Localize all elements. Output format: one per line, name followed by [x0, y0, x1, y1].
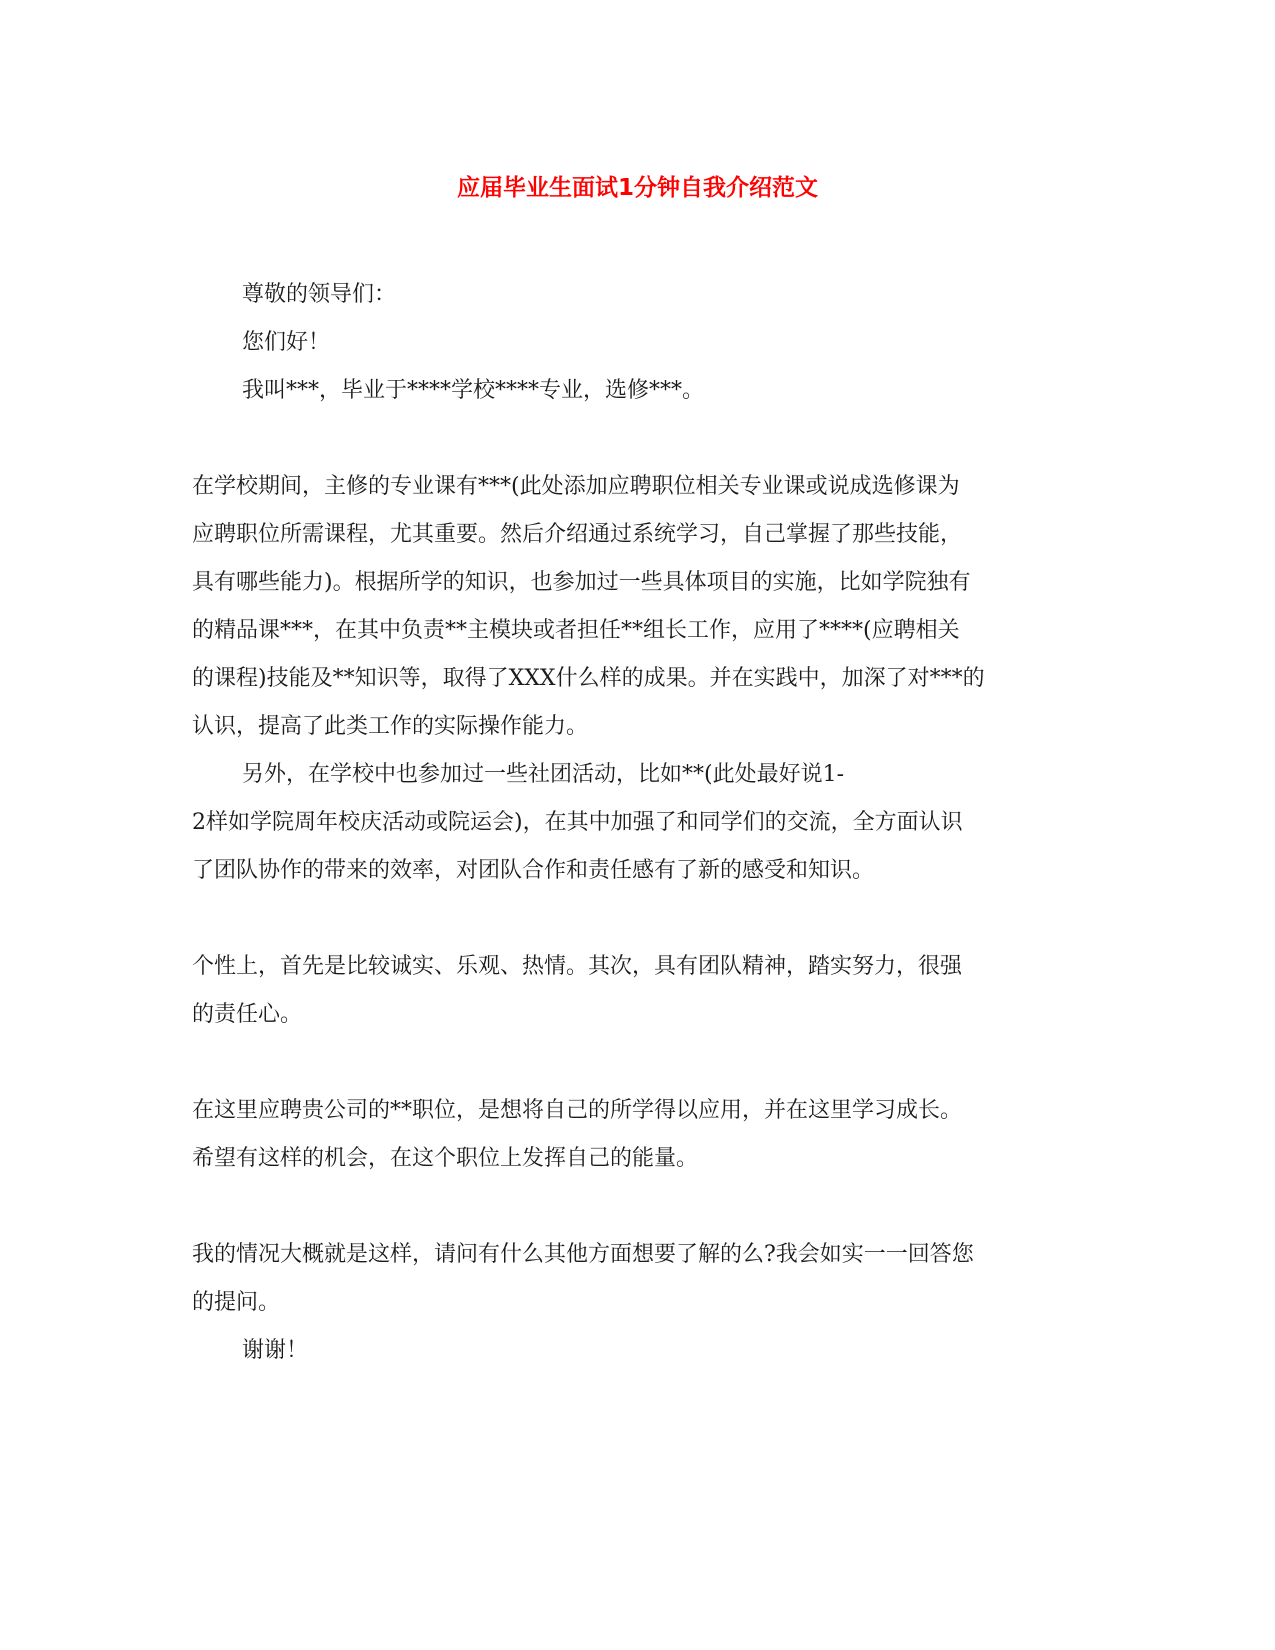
study-paragraph-line: 认识，提高了此类工作的实际操作能力。	[192, 714, 589, 739]
apply-paragraph-line: 在这里应聘贵公司的**职位，是想将自己的所学得以应用，并在这里学习成长。	[192, 1098, 963, 1123]
study-paragraph-line: 具有哪些能力)。根据所学的知识，也参加过一些具体项目的实施，比如学院独有	[192, 570, 971, 595]
document-body	[192, 271, 1082, 1375]
study-paragraph-line: 在学校期间，主修的专业课有***(此处添加应聘职位相关专业课或说成选修课为	[192, 474, 960, 499]
paragraph-gap	[192, 895, 1082, 943]
paragraph-gap	[192, 1039, 1082, 1087]
hello-line: 您们好！	[242, 330, 331, 355]
club-paragraph-line: 2样如学院周年校庆活动或院运会)，在其中加强了和同学们的交流，全方面认识	[192, 810, 963, 835]
document-title: 应届毕业生面试1分钟自我介绍范文	[456, 175, 818, 201]
study-paragraph-line: 应聘职位所需课程，尤其重要。然后介绍通过系统学习，自己掌握了那些技能，	[192, 522, 963, 547]
personality-paragraph-line: 的责任心。	[192, 1002, 303, 1027]
closing-paragraph-line: 的提问。	[192, 1290, 281, 1315]
apply-paragraph-line: 希望有这样的机会，在这个职位上发挥自己的能量。	[192, 1146, 699, 1171]
personality-paragraph-line: 个性上，首先是比较诚实、乐观、热情。其次，具有团队精神，踏实努力，很强	[192, 954, 963, 979]
study-paragraph-line: 的课程)技能及**知识等，取得了XXX什么样的成果。并在实践中，加深了对***的	[192, 666, 985, 691]
paragraph-gap	[192, 1183, 1082, 1231]
greeting-line: 尊敬的领导们：	[242, 282, 397, 307]
intro-line: 我叫***，毕业于****学校****专业，选修***。	[242, 378, 705, 403]
study-paragraph-line: 的精品课***，在其中负责**主模块或者担任**组长工作，应用了****(应聘相关	[192, 618, 960, 643]
closing-paragraph-line: 我的情况大概就是这样，请问有什么其他方面想要了解的么?我会如实一一回答您	[192, 1242, 974, 1267]
paragraph-gap	[192, 415, 1082, 463]
thanks-line: 谢谢！	[242, 1338, 309, 1363]
club-paragraph-line: 另外，在学校中也参加过一些社团活动，比如**(此处最好说1-	[242, 762, 845, 787]
club-paragraph-line: 了团队协作的带来的效率，对团队合作和责任感有了新的感受和知识。	[192, 858, 875, 883]
